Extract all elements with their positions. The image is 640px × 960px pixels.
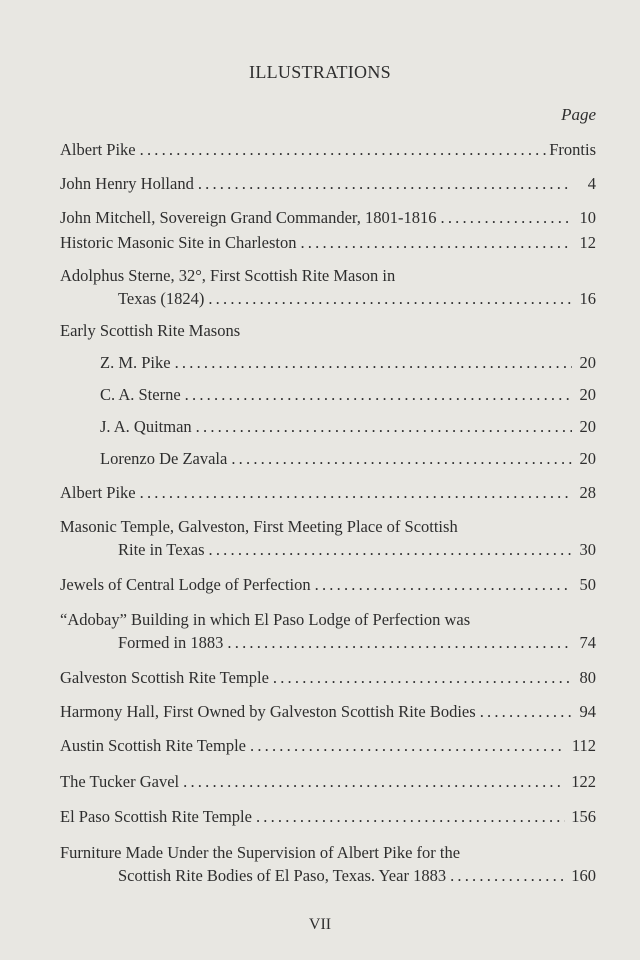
entry-page-number: 160 xyxy=(571,866,596,885)
list-item xyxy=(60,610,596,656)
dot-leader xyxy=(250,736,566,756)
list-item xyxy=(60,843,596,889)
entry-line xyxy=(60,668,596,691)
entry-line xyxy=(60,517,596,540)
dot-leader xyxy=(175,353,572,373)
entry-page-number: Frontis xyxy=(549,140,596,159)
list-item xyxy=(60,575,596,598)
dot-leader xyxy=(231,449,572,469)
page-column-header: Page xyxy=(561,105,596,124)
entry-line xyxy=(60,772,596,795)
entry-line xyxy=(60,483,596,506)
dot-leader xyxy=(256,807,565,827)
entry-title: “Adobay” Building in which El Paso Lodge of Perfection was xyxy=(60,610,471,629)
entry-title: C. A. Sterne xyxy=(100,385,181,404)
entry-line xyxy=(60,540,596,563)
entry-title: Masonic Temple, Galveston, First Meeting Place of Scottish xyxy=(60,517,458,536)
entry-page-number: 4 xyxy=(587,174,596,193)
list-item xyxy=(60,321,596,344)
dot-leader xyxy=(196,417,572,437)
list-item xyxy=(60,736,596,759)
entry-title: Z. M. Pike xyxy=(100,353,171,372)
dot-leader xyxy=(300,233,572,253)
dot-leader xyxy=(209,540,572,560)
dot-leader xyxy=(183,772,565,792)
entry-line xyxy=(100,353,596,376)
page-number: VII xyxy=(308,916,332,933)
entry-line xyxy=(60,233,596,256)
list-item xyxy=(60,483,596,506)
entry-page-number: 74 xyxy=(579,633,596,652)
list-item xyxy=(60,772,596,795)
entry-line xyxy=(60,321,596,344)
list-item xyxy=(100,449,596,472)
entry-page-number: 156 xyxy=(571,807,596,826)
entry-title: Early Scottish Rite Masons xyxy=(60,321,241,340)
entry-title: Albert Pike xyxy=(60,483,136,502)
entry-line xyxy=(60,140,596,163)
entry-line xyxy=(60,633,596,656)
entry-title: Galveston Scottish Rite Temple xyxy=(60,668,269,687)
entry-line xyxy=(60,866,596,889)
entry-title: J. A. Quitman xyxy=(100,417,192,436)
entry-page-number: 50 xyxy=(579,575,596,594)
entry-line xyxy=(60,208,596,231)
entry-page-number: 28 xyxy=(579,483,596,502)
entry-page-number: 122 xyxy=(571,772,596,791)
list-item xyxy=(100,353,596,376)
dot-leader xyxy=(140,140,550,160)
list-item xyxy=(60,266,596,312)
dot-leader xyxy=(315,575,572,595)
entry-title: The Tucker Gavel xyxy=(60,772,180,791)
entry-line xyxy=(60,702,596,725)
entry-title: John Mitchell, Sovereign Grand Commander, 1801-1816 xyxy=(60,208,437,227)
entry-page-number: 12 xyxy=(579,233,596,252)
entry-page-number: 30 xyxy=(579,540,596,559)
entry-line xyxy=(60,575,596,598)
entry-page-number: 80 xyxy=(579,668,596,687)
entry-line xyxy=(60,289,596,312)
page-title: ILLUSTRATIONS xyxy=(249,62,391,82)
entry-title: Lorenzo De Zavala xyxy=(100,449,228,468)
list-item xyxy=(60,233,596,256)
dot-leader xyxy=(450,866,565,886)
list-item xyxy=(60,208,596,231)
entry-page-number: 20 xyxy=(579,449,596,468)
entry-title: Scottish Rite Bodies of El Paso, Texas. Year 1883 xyxy=(118,866,447,885)
dot-leader xyxy=(140,483,572,503)
list-item xyxy=(60,140,596,163)
entry-page-number: 94 xyxy=(579,702,596,721)
entry-page-number: 112 xyxy=(571,736,596,755)
entry-title: Harmony Hall, First Owned by Galveston Scottish Rite Bodies xyxy=(60,702,476,721)
list-item xyxy=(60,668,596,691)
list-item xyxy=(100,417,596,440)
entry-title: Formed in 1883 xyxy=(118,633,224,652)
entry-line xyxy=(60,610,596,633)
dot-leader xyxy=(198,174,572,194)
entry-page-number: 16 xyxy=(579,289,596,308)
list-item xyxy=(60,517,596,563)
dot-leader xyxy=(208,289,572,309)
list-item xyxy=(60,174,596,197)
dot-leader xyxy=(185,385,572,405)
dot-leader xyxy=(227,633,572,653)
list-item xyxy=(100,385,596,408)
entry-title: Furniture Made Under the Supervision of Albert Pike for the xyxy=(60,843,461,862)
entry-title: Texas (1824) xyxy=(118,289,205,308)
entry-title: Historic Masonic Site in Charleston xyxy=(60,233,297,252)
entry-title: Adolphus Sterne, 32°, First Scottish Rite Mason in xyxy=(60,266,396,285)
entry-line xyxy=(100,449,596,472)
entry-title: John Henry Holland xyxy=(60,174,194,193)
entry-page-number: 20 xyxy=(579,417,596,436)
dot-leader xyxy=(441,208,573,228)
list-item xyxy=(60,807,596,830)
entry-page-number: 10 xyxy=(579,208,596,227)
entry-title: Jewels of Central Lodge of Perfection xyxy=(60,575,311,594)
entry-line xyxy=(60,843,596,866)
entry-title: Austin Scottish Rite Temple xyxy=(60,736,246,755)
entry-page-number: 20 xyxy=(579,353,596,372)
entry-line xyxy=(100,417,596,440)
entry-page-number: 20 xyxy=(579,385,596,404)
entry-line xyxy=(100,385,596,408)
list-item xyxy=(60,702,596,725)
entry-line xyxy=(60,736,596,759)
dot-leader xyxy=(273,668,572,688)
entry-title: Albert Pike xyxy=(60,140,136,159)
entry-title: Rite in Texas xyxy=(118,540,205,559)
entry-line xyxy=(60,807,596,830)
entry-title: El Paso Scottish Rite Temple xyxy=(60,807,252,826)
entry-line xyxy=(60,174,596,197)
entry-line xyxy=(60,266,596,289)
dot-leader xyxy=(480,702,572,722)
